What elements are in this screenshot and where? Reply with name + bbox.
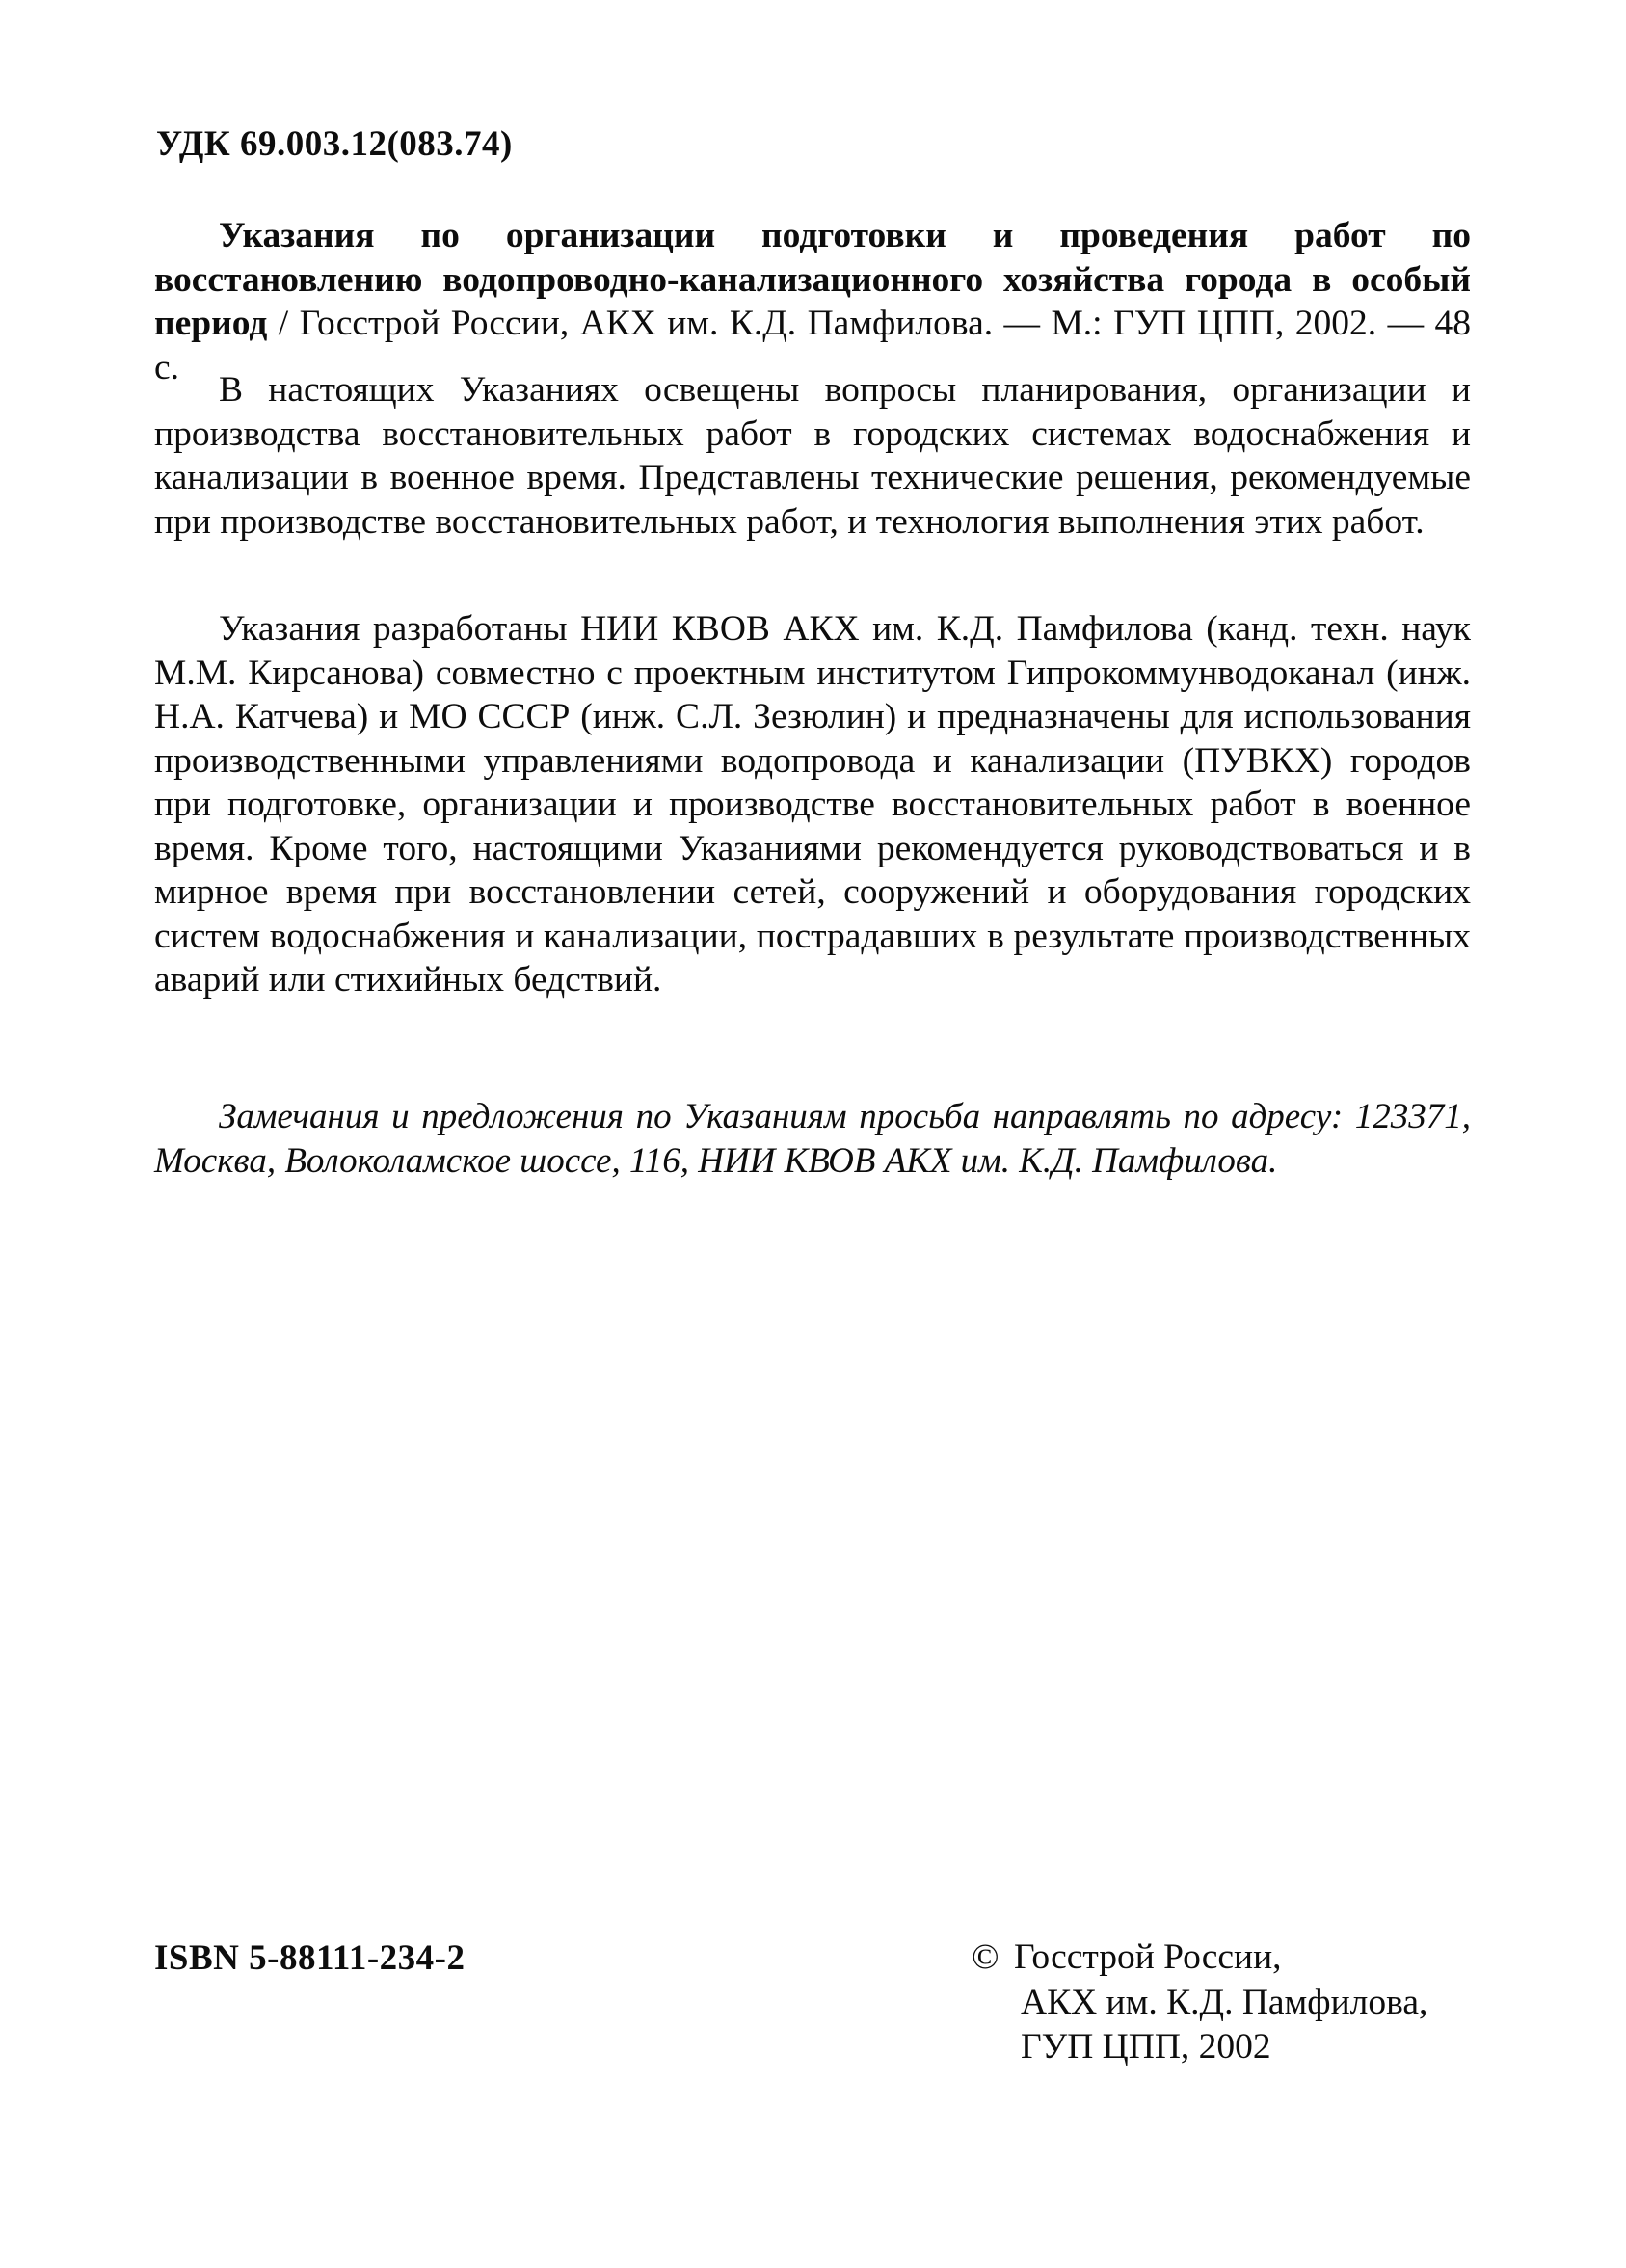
abstract-paragraph: В настоящих Указаниях освещены вопросы планирования, организации и производства восстановительных работ в городских системах водоснабжения и канализации в военное время. Представлены технические решения, рекомендуемые при производстве восстановительных работ, и технология выполнения этих работ.	[154, 370, 1471, 542]
book-responsibility: / Госстрой России, АКХ им. К.Д. Памфилова. — М.: ГУП ЦПП, 2002. — 48 с.	[154, 304, 1471, 387]
copyright-symbol: ©	[972, 1937, 1000, 1977]
copyright-line	[972, 1935, 1427, 1981]
isbn: ISBN 5-88111-234-2	[154, 1938, 466, 1978]
copyright-holder-2: АКХ им. К.Д. Памфилова,	[1021, 1982, 1428, 2022]
authors-paragraph: Указания разработаны НИИ КВОВ АКХ им. К.Д. Памфилова (канд. техн. наук М.М. Кирсанова) совместно с проектным институтом Гипрокоммунводоканал (инж. Н.А. Катчева) и МО СССР (инж. С.Л. Зезюлин) и предназначены для использования производственными управлениями водопровода и канализации (ПУВКХ) городов при подготовке, организации и производстве восстановительных работ в военное время. Кроме того, настоящими Указаниями рекомендуется руководствоваться и в мирное время при восстановлении сетей, сооружений и оборудования городских систем водоснабжения и канализации, пострадавших в результате производственных аварий или стихийных бедствий.	[154, 609, 1471, 1000]
bibliographic-record	[154, 214, 1471, 389]
copyright-holder-3: ГУП ЦПП, 2002	[1021, 2027, 1271, 2067]
feedback-note: Замечания и предложения по Указаниям просьба направлять по адресу: 123371, Москва, Волоколамское шоссе, 116, НИИ КВОВ АКХ им. К.Д. Памфилова.	[154, 1097, 1471, 1181]
copyright-block	[972, 1935, 1427, 2070]
book-title: Указания по организации подготовки и проведения работ по восстановлению водопроводно-канализационного хозяйства города в особый период	[154, 216, 1471, 343]
copyright-holder-1: Госстрой России,	[1014, 1937, 1282, 1977]
udk-code: УДК 69.003.12(083.74)	[156, 124, 513, 164]
